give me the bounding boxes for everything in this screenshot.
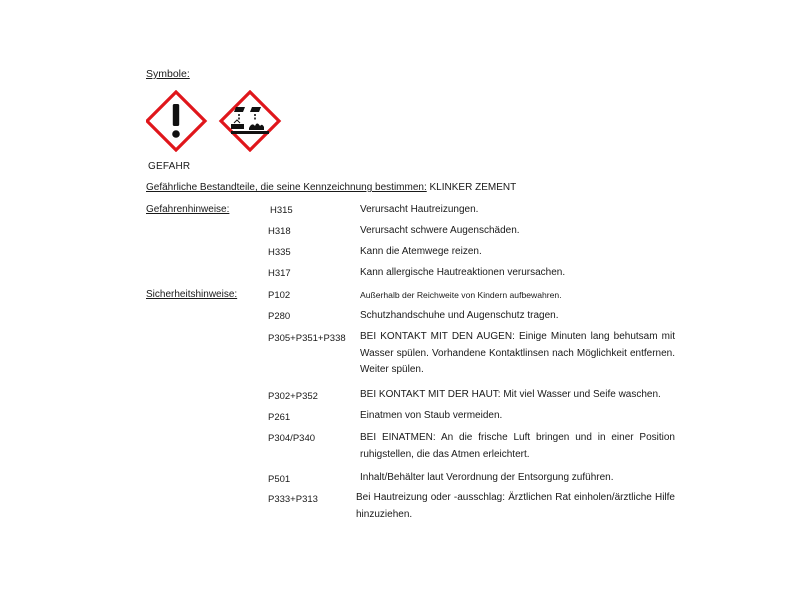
hazardous-components-value: KLINKER ZEMENT xyxy=(429,182,517,193)
hazard-statements-label: Gefahrenhinweise: xyxy=(146,204,230,215)
precaution-code: P280 xyxy=(268,311,291,322)
precaution-text: BEI KONTAKT MIT DER HAUT: Mit viel Wasser und Seife waschen. xyxy=(360,389,661,400)
hazardous-components xyxy=(146,182,516,193)
precaution-text: Bei Hautreizung oder -ausschlag: Ärztlichen Rat einholen/ärztliche Hilfe hinzuziehen. xyxy=(356,492,675,520)
symbols-heading: Symbole: xyxy=(146,68,190,80)
precaution-code: P305+P351+P338 xyxy=(268,333,346,344)
precaution-code: P302+P352 xyxy=(268,391,318,402)
precaution-text: Inhalt/Behälter laut Verordnung der Entsorgung zuführen. xyxy=(360,472,614,483)
precaution-text: BEI KONTAKT MIT DEN AUGEN: Einige Minuten lang behutsam mit Wasser spülen. Vorhandene Kontaktlinsen nach Möglichkeit entfernen. Weiter spülen. xyxy=(360,331,675,375)
hazard-code: H317 xyxy=(268,268,291,279)
precaution-code: P102 xyxy=(268,290,291,301)
precaution-text: Außerhalb der Reichweite von Kindern aufbewahren. xyxy=(360,290,562,300)
hazard-code: H315 xyxy=(270,205,293,216)
hazard-text: Kann allergische Hautreaktionen verursachen. xyxy=(360,267,566,278)
signal-word: GEFAHR xyxy=(148,161,191,172)
precautionary-statements-label: Sicherheitshinweise: xyxy=(146,289,238,300)
hazard-text: Verursacht Hautreizungen. xyxy=(360,204,479,215)
precaution-text: Einatmen von Staub vermeiden. xyxy=(360,410,503,421)
hazard-code: H318 xyxy=(268,226,291,237)
ghs-pictograms xyxy=(146,90,286,152)
precaution-text: Schutzhandschuhe und Augenschutz tragen. xyxy=(360,310,559,321)
hazard-text: Verursacht schwere Augenschäden. xyxy=(360,225,520,236)
precaution-code: P304/P340 xyxy=(268,433,316,444)
hazard-text: Kann die Atemwege reizen. xyxy=(360,246,482,257)
precaution-code: P501 xyxy=(268,474,291,485)
corrosion-icon xyxy=(221,92,279,150)
hazard-code: H335 xyxy=(268,247,291,258)
precaution-text: BEI EINATMEN: An die frische Luft bringen und in einer Position ruhigstellen, die das Atmen erleichtert. xyxy=(360,432,675,460)
precaution-code: P261 xyxy=(268,412,291,423)
hazardous-components-label: Gefährliche Bestandteile, die seine Kennzeichnung bestimmen: xyxy=(146,182,427,193)
exclamation-mark-icon xyxy=(147,92,205,150)
precaution-code: P333+P313 xyxy=(268,494,318,505)
